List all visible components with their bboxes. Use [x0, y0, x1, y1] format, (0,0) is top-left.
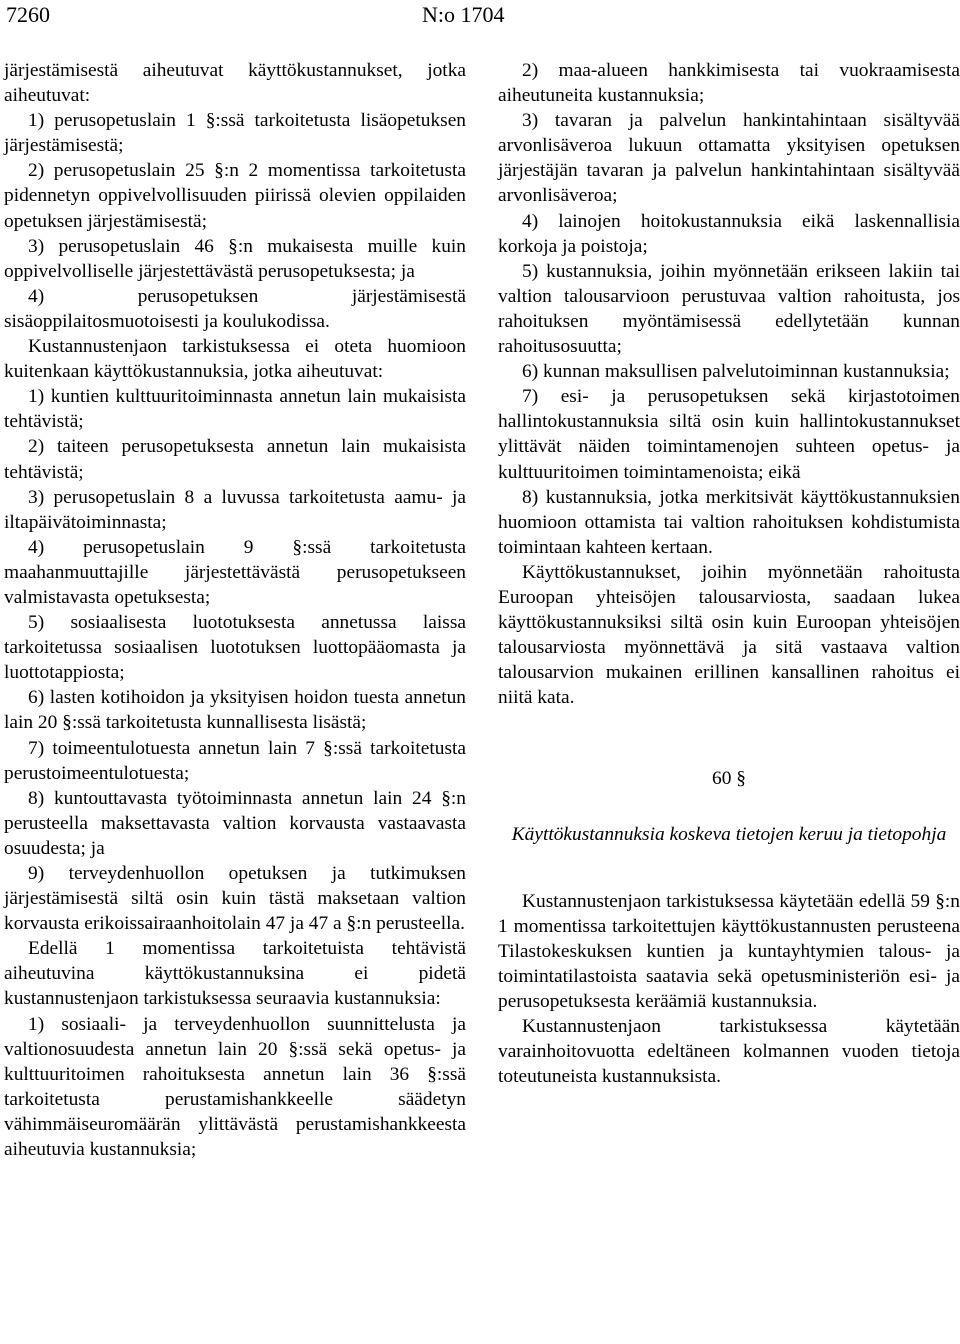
- list-item: 7) esi- ja perusopetuksen sekä kirjastotoimen hallintokustannuksia siltä osin kuin hallintokustannukset ylittävät näiden toimintamenojen suhteen opetus- ja kulttuuritoimen toimintamenoista; eikä: [498, 386, 960, 483]
- list-item: 6) lasten kotihoidon ja yksityisen hoidon tuesta annetun lain 20 §:ssä tarkoitetusta kunnallisesta lisästä;: [4, 687, 466, 734]
- list-item: 2) perusopetuslain 25 §:n 2 momentissa tarkoitetusta pidennetyn oppivelvollisuuden piirissä olevien oppilaiden opetuksen järjestämisestä;: [4, 160, 466, 232]
- document-number: N:o 1704: [422, 2, 505, 27]
- list-item: 3) perusopetuslain 8 a luvussa tarkoitetusta aamu- ja iltapäivätoiminnasta;: [4, 486, 466, 533]
- list-item: 8) kustannuksia, jotka merkitsivät käyttökustannuksien huomioon ottamista tai valtion rahoituksen kohdistumista toimintaan kahteen kertaan.: [498, 486, 960, 558]
- paragraph: Kustannustenjaon tarkistuksessa ei oteta huomioon kuitenkaan käyttökustannuksia, jotka aiheutuvat:: [4, 336, 466, 383]
- section-title: Käyttökustannuksia koskeva tietojen keruu ja tietopohja: [511, 823, 947, 845]
- list-item: 3) perusopetuslain 46 §:n mukaisesta muille kuin oppivelvolliselle järjestettävästä perusopetuksesta; ja: [4, 235, 466, 282]
- list-item: 4) perusopetuslain 9 §:ssä tarkoitetusta maahanmuuttajille järjestettävästä perusopetukseen valmistavasta opetuksesta;: [4, 536, 466, 608]
- list-item: 1) sosiaali- ja terveydenhuollon suunnittelusta ja valtionosuudesta annetun lain 20 §:ssä sekä opetus- ja kulttuuritoimen rahoituksesta annetun lain 36 §:ssä tarkoitetusta perustamishankkeelle säädetyn vähimmäiseuromäärän ylittävästä perustamishankkeesta aiheutuvia kustannuksia;: [4, 1013, 466, 1161]
- section-number: 60 §: [712, 768, 746, 790]
- list-item: 6) kunnan maksullisen palvelutoiminnan kustannuksia;: [522, 361, 950, 383]
- paragraph: Kustannustenjaon tarkistuksessa käytetään edellä 59 §:n 1 momentissa tarkoitettujen käyttökustannusten perusteena Tilastokeskuksen kuntien ja kuntayhtymien talous- ja toimintatilastoista saatavia sekä opetusministeriön esi- ja perusopetuksesta keräämiä kustannuksia.: [498, 890, 960, 1012]
- list-item: 1) kuntien kulttuuritoiminnasta annetun lain mukaisista tehtävistä;: [4, 386, 466, 433]
- left-column: [4, 58, 466, 1162]
- list-item: 8) kuntouttavasta työtoiminnasta annetun lain 24 §:n perusteella maksettavasta valtion korvausta vastaavasta osuudesta; ja: [4, 787, 466, 859]
- list-item: 3) tavaran ja palvelun hankintahintaan sisältyvää arvonlisäveroa lukuun ottamatta yksityisen opetuksen järjestäjän tavaran ja palvelun hankintahintaan sisältyvää arvonlisäveroa;: [498, 110, 960, 207]
- list-item: 4) lainojen hoitokustannuksia eikä laskennallisia korkoja ja poistoja;: [498, 210, 960, 257]
- right-column: [498, 58, 960, 1089]
- list-item: 5) kustannuksia, joihin myönnetään erikseen lakiin tai valtion talousarvioon perustuvaa valtion rahoitusta, jos rahoituksen myöntämisessä edellytetään kunnan rahoitusosuutta;: [498, 260, 960, 358]
- list-item: 4) perusopetuksen järjestämisestä sisäoppilaitosmuotoisesti ja koulukodissa.: [4, 285, 466, 332]
- page-header: [0, 0, 960, 34]
- paragraph: Edellä 1 momentissa tarkoitetuista tehtävistä aiheutuvina käyttökustannuksina ei pidetä kustannustenjaon tarkistuksessa seuraavia kustannuksia:: [4, 938, 466, 1010]
- list-item: 1) perusopetuslain 1 §:ssä tarkoitetusta lisäopetuksen järjestämisestä;: [4, 110, 466, 157]
- list-item: 9) terveydenhuollon opetuksen ja tutkimuksen järjestämisestä siltä osin kuin tästä maksetaan valtion korvausta erikoissairaanhoitolain 47 ja 47 a §:n perusteella.: [4, 863, 466, 935]
- list-item: 5) sosiaalisesta luototuksesta annetussa laissa tarkoitetussa sosiaalisen luototuksen luottopääomasta ja luottotappiosta;: [4, 612, 466, 684]
- list-item: 2) taiteen perusopetuksesta annetun lain mukaisista tehtävistä;: [4, 436, 466, 483]
- paragraph: Käyttökustannukset, joihin myönnetään rahoitusta Euroopan yhteisöjen talousarviosta, saadaan lukea käyttökustannuksiksi siltä osin kuin Euroopan yhteisöjen talousarviosta myönnettävä ja sitä vastaava valtion talousarvion mukainen erillinen kansallinen rahoitus ei niitä kata.: [498, 561, 960, 709]
- paragraph: järjestämisestä aiheutuvat käyttökustannukset, jotka aiheutuvat:: [4, 60, 466, 107]
- paragraph: Kustannustenjaon tarkistuksessa käytetään varainhoitovuotta edeltäneen kolmannen vuoden tietoja toteutuneista kustannuksista.: [498, 1016, 960, 1088]
- list-item: 7) toimeentulotuesta annetun lain 7 §:ssä tarkoitetusta perustoimeentulotuesta;: [4, 737, 466, 784]
- list-item: 2) maa-alueen hankkimisesta tai vuokraamisesta aiheutuneita kustannuksia;: [498, 60, 960, 107]
- page-number: 7260: [6, 2, 50, 27]
